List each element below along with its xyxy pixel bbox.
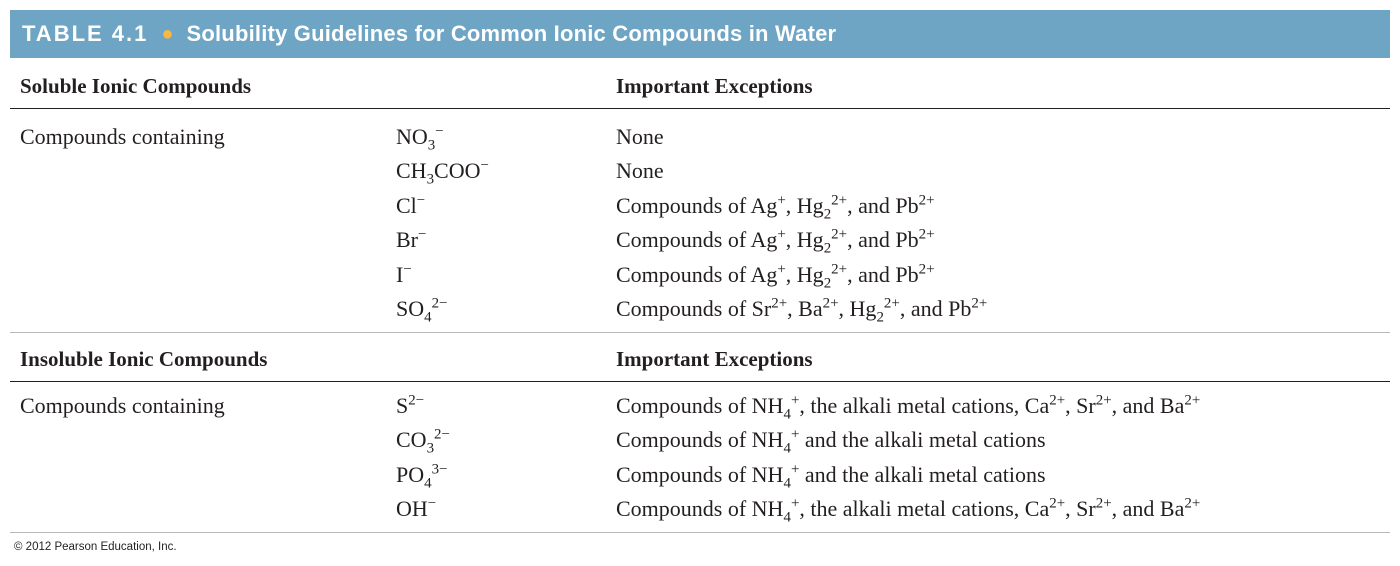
- insoluble-heading: Insoluble Ionic Compounds: [20, 347, 268, 371]
- soluble-exceptions-heading: Important Exceptions: [616, 74, 813, 98]
- exception-text: Compounds of $Sr^{2+}$, $Ba^{2+}$, $Hg_2^{2+}$, and $Pb^{2+}$: [616, 295, 988, 326]
- insoluble-row: [10, 496, 1390, 530]
- insoluble-header-row: [10, 333, 1390, 382]
- insoluble-group-label: Compounds containing: [20, 393, 225, 418]
- soluble-group-label: Compounds containing: [20, 124, 225, 149]
- soluble-row: [10, 296, 1390, 330]
- ion-formula: $CO_3^{2-}$: [396, 427, 450, 457]
- ion-formula: $CH_3COO^-$: [396, 158, 489, 188]
- exception-text: None: [616, 124, 664, 149]
- soluble-row: [10, 158, 1390, 192]
- insoluble-row: [10, 427, 1390, 461]
- table-title: Solubility Guidelines for Common Ionic Compounds in Water: [186, 21, 837, 46]
- soluble-row: [10, 193, 1390, 227]
- exception-text: Compounds of Ag+, $Hg_2^{2+}$, and $Pb^{2+}$: [616, 226, 935, 257]
- exception-text: Compounds of $NH_4^+$, the alkali metal cations, $Ca^{2+}$, $Sr^{2+}$, and $Ba^{2+}$: [616, 495, 1201, 526]
- bullet-icon: ●: [161, 22, 174, 45]
- soluble-header-row: [10, 60, 1390, 109]
- ion-formula: Br−: [396, 226, 427, 253]
- soluble-heading: Soluble Ionic Compounds: [20, 74, 252, 98]
- exception-text: Compounds of Ag+, $Hg_2^{2+}$, and $Pb^{2+}$: [616, 192, 935, 223]
- soluble-row: [10, 262, 1390, 296]
- exception-text: None: [616, 158, 664, 184]
- ion-formula: I−: [396, 261, 412, 287]
- exception-text: Compounds of $NH_4^+$, the alkali metal cations, $Ca^{2+}$, $Sr^{2+}$, and $Ba^{2+}$: [616, 392, 1201, 423]
- insoluble-exceptions-heading: Important Exceptions: [616, 347, 813, 371]
- ion-formula: $S^{2-}$: [396, 392, 425, 418]
- copyright-notice: © 2012 Pearson Education, Inc.: [14, 541, 177, 553]
- table-label: TABLE 4.1: [22, 21, 149, 46]
- ion-formula: Cl−: [396, 192, 426, 218]
- table-title-bar: [10, 10, 1390, 58]
- insoluble-row: [10, 462, 1390, 496]
- insoluble-row: [10, 393, 1390, 427]
- soluble-row: [10, 124, 1390, 158]
- exception-text: Compounds of Ag+, $Hg_2^{2+}$, and $Pb^{2+}$: [616, 261, 935, 291]
- soluble-row: [10, 227, 1390, 261]
- exception-text: Compounds of $NH_4^+$ and the alkali metal cations: [616, 461, 1046, 492]
- ion-formula: OH−: [396, 495, 437, 522]
- ion-formula: $SO_4^{2-}$: [396, 295, 448, 326]
- ion-formula: $PO_4^{3-}$: [396, 461, 448, 492]
- exception-text: Compounds of $NH_4^+$ and the alkali metal cations: [616, 427, 1046, 457]
- table-bottom-rule: [10, 532, 1390, 533]
- ion-formula: $NO_3^-$: [396, 123, 444, 154]
